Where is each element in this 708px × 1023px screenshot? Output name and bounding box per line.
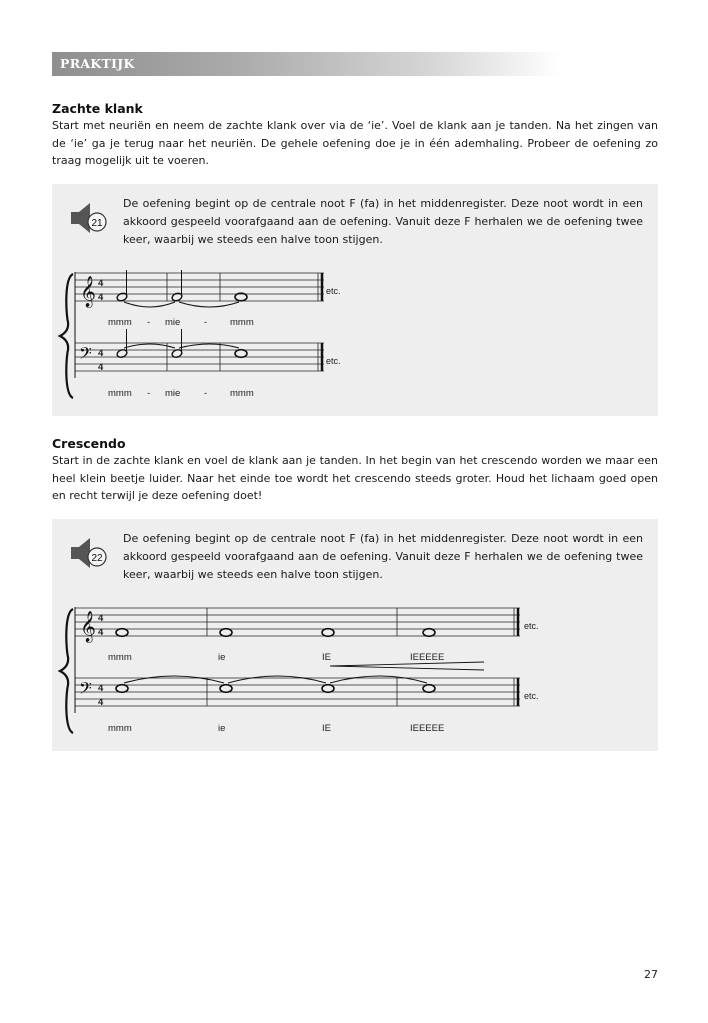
banner-label: PRAKTIJK xyxy=(60,56,135,71)
treble-notes xyxy=(116,629,435,637)
panel-text-22: De oefening begint op de centrale noot F (fa) in het middenregister. Deze noot wordt in een akkoord gespeeld voorafgaand aan de oefening. Vanuit deze F herhalen we de oefening twee keer, waarbij we steeds een halve toon stijgen. xyxy=(123,532,643,581)
lyric-treble-2: ie xyxy=(218,652,226,663)
lyric-bass-3: IE xyxy=(322,723,331,734)
audio-track-number: 21 xyxy=(91,218,103,229)
bass-clef-icon: 𝄢 xyxy=(79,678,92,702)
lyric-bass-3: mie xyxy=(165,388,181,399)
time-sig-bottom-bass: 4 xyxy=(98,362,104,373)
lyric-treble-5: mmm xyxy=(230,317,254,328)
audio-track-number: 22 xyxy=(91,553,103,564)
lyric-treble-1: mmm xyxy=(108,652,132,663)
treble-ties xyxy=(124,302,239,307)
lyric-bass-1: mmm xyxy=(108,388,132,399)
section-title-zachte-klank: Zachte klank xyxy=(52,101,143,116)
lyric-bass-5: mmm xyxy=(230,388,254,399)
etc-label-treble: etc. xyxy=(524,621,539,631)
lyric-treble-4: - xyxy=(204,317,208,328)
bass-ties xyxy=(124,676,427,683)
etc-label-bass: etc. xyxy=(326,356,341,366)
page-number: 27 xyxy=(644,968,658,981)
bass-notes xyxy=(116,329,247,358)
exercise-panel-21 xyxy=(52,184,658,416)
lyric-bass-4: - xyxy=(204,388,208,399)
exercise-panel-22 xyxy=(52,519,658,751)
bass-notes xyxy=(116,685,435,693)
lyric-treble-4: IEEEEE xyxy=(410,652,445,663)
lyric-bass-2: - xyxy=(147,388,151,399)
music-score-21 xyxy=(52,184,658,416)
section-title-crescendo: Crescendo xyxy=(52,436,126,451)
lyric-bass-2: ie xyxy=(218,723,226,734)
section-body-zachte-klank: Start met neuriën en neem de zachte klank over via de ‘ie’. Voel de klank aan je tanden. Na het zingen van de ‘ie’ ga je terug naar het neuriën. De gehele oefening doe je in één ademhaling. Probeer de oefening zo traag mogelijk uit te voeren. xyxy=(52,119,658,167)
etc-label-treble: etc. xyxy=(326,286,341,296)
treble-staff-lines xyxy=(75,273,324,301)
treble-clef-icon: 𝄞 xyxy=(80,611,96,642)
time-sig-bottom: 4 xyxy=(98,292,104,303)
time-sig-top-bass: 4 xyxy=(98,348,104,359)
time-sig-top-bass: 4 xyxy=(98,683,104,694)
time-sig-top: 4 xyxy=(98,278,104,289)
grand-staff-brace xyxy=(60,274,73,398)
lyric-treble-3: mie xyxy=(165,317,181,328)
lyric-treble-3: IE xyxy=(322,652,331,663)
section-banner xyxy=(52,52,560,76)
time-sig-bottom: 4 xyxy=(98,627,104,638)
lyric-treble-2: - xyxy=(147,317,151,328)
section-body-crescendo: Start in de zachte klank en voel de klank aan je tanden. In het begin van het crescendo worden we maar een heel klein beetje luider. Naar het einde toe wordt het crescendo steeds groter. Houd het lichaam goed open en recht terwijl je deze oefening doet! xyxy=(52,454,658,502)
crescendo-hairpin-icon xyxy=(330,662,484,670)
lyric-treble-1: mmm xyxy=(108,317,132,328)
grand-staff-brace xyxy=(60,609,73,733)
panel-text-21: De oefening begint op de centrale noot F (fa) in het middenregister. Deze noot wordt in een akkoord gespeeld voorafgaand aan de oefening. Vanuit deze F herhalen we de oefening twee keer, waarbij we steeds een halve toon stijgen. xyxy=(123,197,643,246)
treble-staff-lines xyxy=(75,608,520,636)
time-sig-top: 4 xyxy=(98,613,104,624)
bass-staff-lines xyxy=(75,678,520,706)
time-sig-bottom-bass: 4 xyxy=(98,697,104,708)
bass-clef-icon: 𝄢 xyxy=(79,343,92,367)
lyric-bass-1: mmm xyxy=(108,723,132,734)
treble-clef-icon: 𝄞 xyxy=(80,276,96,307)
bass-staff-lines xyxy=(75,343,324,371)
etc-label-bass: etc. xyxy=(524,691,539,701)
music-score-22 xyxy=(52,519,658,751)
treble-notes xyxy=(116,270,247,302)
lyric-bass-4: IEEEEE xyxy=(410,723,445,734)
